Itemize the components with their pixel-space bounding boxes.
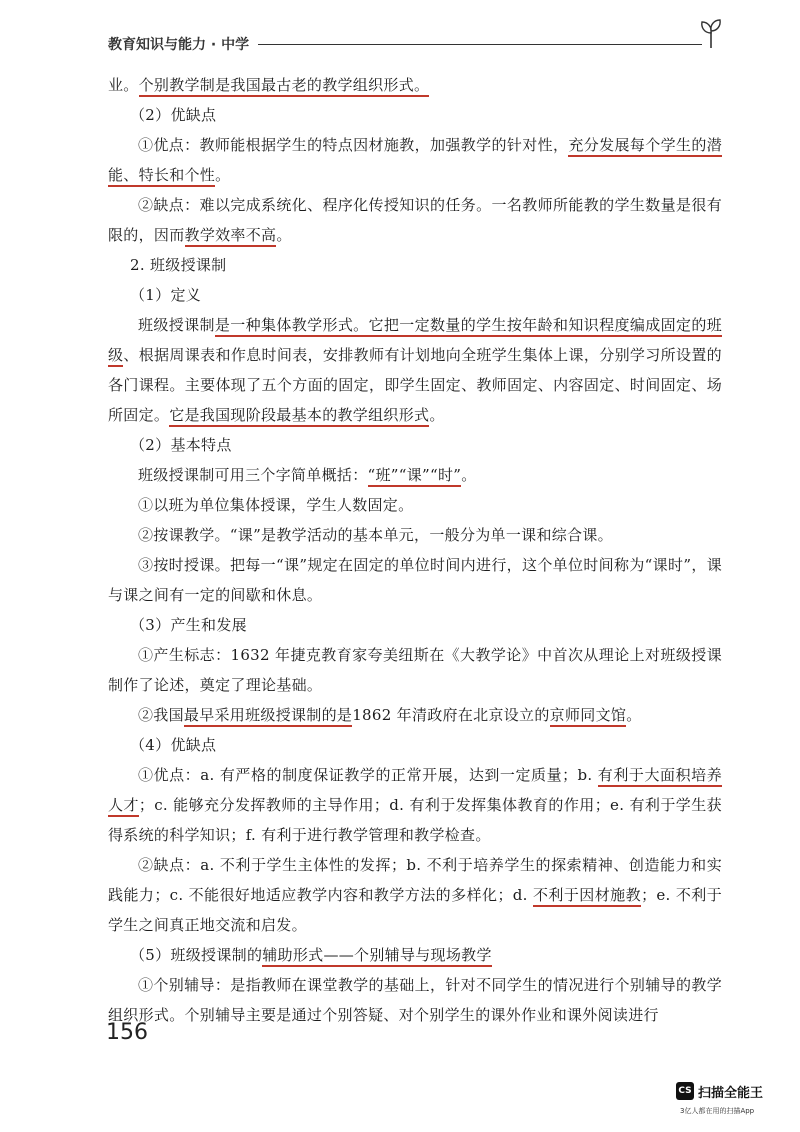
paragraph [108, 100, 722, 130]
paragraph [108, 310, 722, 430]
paragraph [108, 490, 722, 520]
text-run: （4）优缺点 [130, 736, 217, 754]
text-run: ①优点：教师能根据学生的特点因材施教，加强教学的针对性， [138, 136, 569, 154]
text-run: 1862 年清政府在北京设立的 [352, 706, 550, 724]
highlighted-text: 最早采用班级授课制的是 [184, 706, 352, 727]
header-rule [258, 44, 702, 45]
highlighted-text: 有利于大面积培养人才 [108, 766, 722, 817]
text-run: （5）班级授课制的 [130, 946, 263, 964]
text-run: ③按时授课。把每一“课”规定在固定的单位时间内进行，这个单位时间称为“课时”，课与课之间有一定的间歇和休息。 [108, 556, 722, 604]
page-header [108, 28, 720, 56]
paragraph [108, 700, 722, 730]
text-run: 。 [626, 706, 642, 724]
text-run: ①个别辅导：是指教师在课堂教学的基础上，针对不同学生的情况进行个别辅导的教学组织形式。个别辅导主要是通过个别答疑、对个别学生的课外作业和课外阅读进行 [108, 976, 722, 1024]
paragraph [108, 760, 722, 850]
paragraph [108, 190, 722, 250]
paragraph [108, 280, 722, 310]
paragraph [108, 970, 722, 1030]
text-run: 班级授课制 [138, 316, 215, 334]
highlighted-text: 个别教学制是我国最古老的教学组织形式。 [139, 76, 430, 97]
text-run: ②按课教学。“课”是教学活动的基本单元，一般分为单一课和综合课。 [138, 526, 613, 544]
sprout-icon [698, 18, 724, 48]
paragraph [108, 130, 722, 190]
highlighted-text: 京师同文馆 [550, 706, 627, 727]
text-run: ①以班为单位集体授课，学生人数固定。 [138, 496, 414, 514]
highlighted-text: 充分发展每个学生的潜能、特长和个性 [108, 136, 722, 187]
text-run: 。 [276, 226, 292, 244]
paragraph [108, 250, 722, 280]
highlighted-text: 不利于因材施教 [533, 886, 641, 907]
text-run: （3）产生和发展 [130, 616, 247, 634]
paragraph [108, 940, 722, 970]
paragraph [108, 730, 722, 760]
watermark-subtitle: 3亿人都在用的扫描App [680, 1107, 755, 1115]
text-run: （2）优缺点 [130, 106, 217, 124]
header-title: 教育知识与能力 · 中学 [108, 37, 250, 53]
text-run: 。 [215, 166, 231, 184]
paragraph [108, 520, 722, 550]
text-run: 2. 班级授课制 [130, 256, 227, 274]
paragraph [108, 70, 722, 100]
text-run: 、根据周课表和作息时间表，安排教师有计划地向全班学生集体上课，分别学习所设置的各门课程。主要体现了五个方面的固定，即学生固定、教师固定、内容固定、时间固定、场所固定。 [108, 346, 722, 424]
text-run: ①优点：a. 有严格的制度保证教学的正常开展，达到一定质量；b. [138, 766, 598, 784]
paragraph [108, 610, 722, 640]
paragraph [108, 550, 722, 610]
watermark-title: 扫描全能王 [698, 1086, 764, 1101]
paragraph [108, 850, 722, 940]
text-run: ②缺点：难以完成系统化、程序化传授知识的任务。一名教师所能教的学生数量是很有限的，因而 [108, 196, 722, 244]
highlighted-text: 辅助形式——个别辅导与现场教学 [262, 946, 492, 967]
highlighted-text: 它是我国现阶段最基本的教学组织形式 [169, 406, 429, 427]
highlighted-text: 是一种集体教学形式。它把一定数量的学生按年龄和知识程度编成固定的班级 [108, 316, 722, 367]
text-run: 。 [429, 406, 445, 424]
text-run: ②缺点：a. 不利于学生主体性的发挥；b. 不利于培养学生的探索精神、创造能力和实践能力；c. 不能很好地适应教学内容和教学方法的多样化；d. [108, 856, 722, 904]
text-run: ②我国 [138, 706, 184, 724]
paragraph [108, 640, 722, 700]
text-run: ；c. 能够充分发挥教师的主导作用；d. 有利于发挥集体教育的作用；e. 有利于学生获得系统的科学知识；f. 有利于进行教学管理和教学检查。 [108, 796, 722, 844]
scanner-watermark [676, 1080, 786, 1122]
text-run: 。 [461, 466, 477, 484]
text-run: 班级授课制可用三个字简单概括： [138, 466, 368, 484]
page-body [108, 70, 722, 1030]
text-run: ；e. 不利于学生之间真正地交流和启发。 [108, 886, 723, 934]
text-run: （1）定义 [130, 286, 202, 304]
highlighted-text: 教学效率不高 [185, 226, 277, 247]
text-run: 业。 [108, 76, 139, 94]
text-run: （2）基本特点 [130, 436, 232, 454]
text-run: ①产生标志：1632 年捷克教育家夸美纽斯在《大教学论》中首次从理论上对班级授课制作了论述，奠定了理论基础。 [108, 646, 722, 694]
cs-logo-icon: CS [676, 1082, 694, 1100]
page-number: 156 [106, 1020, 148, 1045]
paragraph [108, 460, 722, 490]
highlighted-text: “班”“课”“时” [368, 466, 462, 487]
paragraph [108, 430, 722, 460]
